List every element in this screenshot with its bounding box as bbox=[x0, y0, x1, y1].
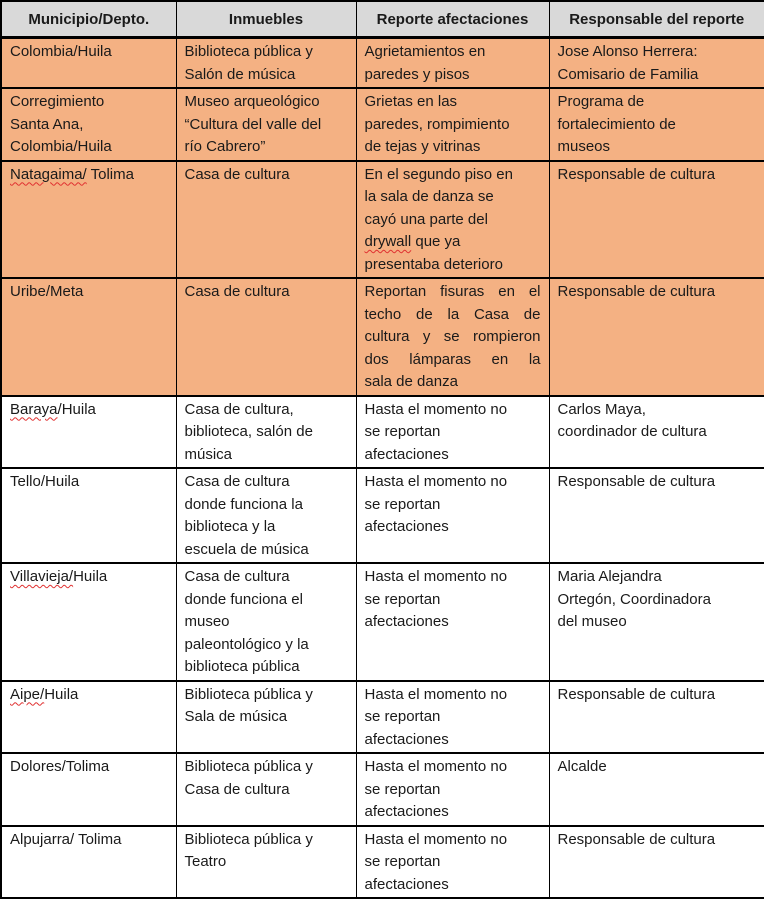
column-header: Reporte afectaciones bbox=[356, 1, 549, 38]
table-cell bbox=[549, 88, 764, 161]
cell-line: Colombia/Huila bbox=[10, 138, 112, 155]
table-cell bbox=[549, 753, 764, 826]
table-row bbox=[1, 563, 764, 681]
cell-line: cayó una parte del bbox=[364, 210, 488, 228]
cell-line: Maria Alejandra bbox=[557, 568, 662, 585]
cell-line: Corregimiento bbox=[10, 93, 105, 110]
cell-line: Sala de música bbox=[184, 708, 288, 725]
column-header: Inmuebles bbox=[176, 1, 356, 38]
table-cell bbox=[549, 161, 764, 279]
cell-line: del museo bbox=[557, 613, 627, 630]
cell-line: techo de la Casa de bbox=[364, 305, 541, 323]
table-cell bbox=[356, 38, 549, 89]
table-cell bbox=[1, 681, 176, 754]
cell-line: afectaciones bbox=[364, 613, 449, 630]
table-cell bbox=[176, 468, 356, 563]
cell-line: Hasta el momento no bbox=[364, 568, 508, 585]
cell-line: donde funciona el bbox=[184, 590, 303, 608]
cell-line: Casa de cultura bbox=[184, 283, 290, 300]
cell-line: la sala de danza se bbox=[364, 188, 494, 205]
cell-line: biblioteca, salón de bbox=[184, 423, 313, 440]
cell-line: afectaciones bbox=[364, 730, 449, 748]
table-cell bbox=[549, 468, 764, 563]
cell-line: Casa de cultura bbox=[184, 780, 290, 798]
cell-line: río Cabrero” bbox=[184, 138, 266, 155]
cell-line: paleontológico y la bbox=[184, 635, 309, 653]
cell-line: Casa de cultura bbox=[184, 165, 290, 183]
table-cell bbox=[176, 278, 356, 396]
table-cell bbox=[1, 468, 176, 563]
misspelled-word: Villavieja/ bbox=[10, 568, 74, 585]
cell-line: cultura y se rompieron bbox=[364, 328, 541, 345]
table-cell bbox=[176, 38, 356, 89]
cell-line: Responsable de cultura bbox=[557, 165, 716, 183]
table-cell bbox=[1, 396, 176, 469]
table-cell bbox=[356, 396, 549, 469]
table-row bbox=[1, 38, 764, 89]
cell-line: Biblioteca pública y bbox=[184, 830, 313, 848]
table-cell bbox=[549, 396, 764, 469]
table-row bbox=[1, 278, 764, 396]
cell-line: Casa de cultura bbox=[184, 568, 290, 585]
cell-line: se reportan bbox=[364, 853, 441, 870]
table-cell bbox=[356, 826, 549, 899]
cell-line: Grietas en las bbox=[364, 93, 458, 110]
table-cell bbox=[1, 38, 176, 89]
cell-line: fortalecimiento de bbox=[557, 115, 676, 133]
table-cell bbox=[549, 38, 764, 89]
table-row bbox=[1, 161, 764, 279]
cell-line: “Cultura del valle del bbox=[184, 115, 322, 133]
cell-line: dos lámparas en la bbox=[364, 350, 541, 368]
table-cell bbox=[176, 753, 356, 826]
cell-line: Programa de bbox=[557, 93, 645, 110]
cell-line: Villavieja/Huila bbox=[10, 568, 108, 585]
table-cell bbox=[549, 278, 764, 396]
cell-line: Jose Alonso Herrera: bbox=[557, 43, 698, 60]
cell-line: En el segundo piso en bbox=[364, 165, 513, 183]
cell-line: donde funciona la bbox=[184, 495, 303, 513]
cell-line: Carlos Maya, bbox=[557, 400, 646, 418]
table-cell bbox=[1, 161, 176, 279]
table-cell bbox=[549, 681, 764, 754]
cell-line: biblioteca y la bbox=[184, 518, 276, 535]
cell-line: Baraya/Huila bbox=[10, 400, 96, 418]
table-cell bbox=[176, 563, 356, 681]
cell-line: Hasta el momento no bbox=[364, 830, 508, 848]
cell-line: Hasta el momento no bbox=[364, 400, 508, 418]
table-cell bbox=[176, 161, 356, 279]
cell-line: de tejas y vitrinas bbox=[364, 138, 481, 155]
cell-line: Ortegón, Coordinadora bbox=[557, 590, 711, 608]
table-cell bbox=[549, 826, 764, 899]
cell-line: paredes, rompimiento bbox=[364, 115, 510, 133]
cell-line: museos bbox=[557, 138, 611, 155]
table-cell bbox=[176, 826, 356, 899]
cell-line: museo bbox=[184, 613, 230, 630]
cell-line: Hasta el momento no bbox=[364, 685, 508, 703]
table-cell bbox=[1, 753, 176, 826]
cell-line: Santa Ana, bbox=[10, 115, 84, 133]
cell-line: Reportan fisuras en el bbox=[364, 283, 541, 300]
table-cell bbox=[176, 681, 356, 754]
cell-line: afectaciones bbox=[364, 875, 449, 893]
cell-line: Tello/Huila bbox=[10, 473, 80, 490]
cell-line: Colombia/Huila bbox=[10, 43, 112, 60]
table-cell bbox=[356, 161, 549, 279]
cell-line: Aipe/Huila bbox=[10, 685, 79, 703]
cell-line: Salón de música bbox=[184, 65, 296, 83]
cell-line: se reportan bbox=[364, 780, 441, 798]
column-header: Responsable del reporte bbox=[549, 1, 764, 38]
table-cell bbox=[356, 278, 549, 396]
table-cell bbox=[356, 563, 549, 681]
cell-line: Biblioteca pública y bbox=[184, 685, 313, 703]
table-cell bbox=[176, 88, 356, 161]
table-row bbox=[1, 88, 764, 161]
cell-line: Natagaima/ Tolima bbox=[10, 165, 134, 183]
cell-line: biblioteca pública bbox=[184, 658, 300, 675]
table-cell bbox=[356, 753, 549, 826]
table-cell bbox=[549, 563, 764, 681]
table-cell bbox=[176, 396, 356, 469]
cell-line: Dolores/Tolima bbox=[10, 758, 110, 775]
cell-line: presentaba deterioro bbox=[364, 255, 503, 273]
misspelled-word: Baraya bbox=[10, 400, 58, 418]
table-cell bbox=[1, 278, 176, 396]
cell-line: afectaciones bbox=[364, 518, 449, 535]
header-row bbox=[1, 1, 764, 38]
cell-line: coordinador de cultura bbox=[557, 423, 707, 440]
cell-line: se reportan bbox=[364, 495, 441, 513]
cell-line: Biblioteca pública y bbox=[184, 758, 313, 775]
cell-line: Teatro bbox=[184, 853, 227, 870]
table-cell bbox=[356, 681, 549, 754]
cell-line: Hasta el momento no bbox=[364, 758, 508, 775]
column-header: Municipio/Depto. bbox=[1, 1, 176, 38]
cell-line: música bbox=[184, 445, 233, 463]
misspelled-word: Natagaima/ bbox=[10, 165, 87, 183]
cell-line: se reportan bbox=[364, 590, 441, 608]
cell-line: Uribe/Meta bbox=[10, 283, 84, 300]
cell-line: Responsable de cultura bbox=[557, 283, 716, 300]
cell-line: se reportan bbox=[364, 423, 441, 440]
misspelled-word: Aipe/ bbox=[10, 685, 45, 703]
cell-line: Alcalde bbox=[557, 758, 607, 775]
cell-line: Museo arqueológico bbox=[184, 93, 320, 110]
cell-line: drywall que ya bbox=[364, 233, 461, 250]
table-cell bbox=[356, 88, 549, 161]
cell-line: Responsable de cultura bbox=[557, 685, 716, 703]
cell-line: escuela de música bbox=[184, 540, 309, 558]
cell-line: Hasta el momento no bbox=[364, 473, 508, 490]
cell-line: Casa de cultura, bbox=[184, 400, 294, 418]
table-cell bbox=[1, 826, 176, 899]
cell-line: afectaciones bbox=[364, 803, 449, 820]
misspelled-word: drywall bbox=[364, 233, 412, 250]
cell-line: Agrietamientos en bbox=[364, 43, 486, 60]
cell-line: afectaciones bbox=[364, 445, 449, 463]
table-row bbox=[1, 681, 764, 754]
table-cell bbox=[1, 563, 176, 681]
cell-line: sala de danza bbox=[364, 373, 458, 390]
cell-line: Responsable de cultura bbox=[557, 830, 716, 848]
cell-line: Biblioteca pública y bbox=[184, 43, 313, 60]
cell-line: Alpujarra/ Tolima bbox=[10, 830, 122, 848]
table-cell bbox=[1, 88, 176, 161]
table-row bbox=[1, 826, 764, 899]
table-row bbox=[1, 468, 764, 563]
cell-line: Casa de cultura bbox=[184, 473, 290, 490]
cell-line: Responsable de cultura bbox=[557, 473, 716, 490]
table-row bbox=[1, 396, 764, 469]
cell-line: paredes y pisos bbox=[364, 65, 470, 83]
cell-line: se reportan bbox=[364, 708, 441, 725]
table-body bbox=[1, 38, 764, 899]
table-cell bbox=[356, 468, 549, 563]
table-row bbox=[1, 753, 764, 826]
cell-line: Comisario de Familia bbox=[557, 65, 699, 83]
